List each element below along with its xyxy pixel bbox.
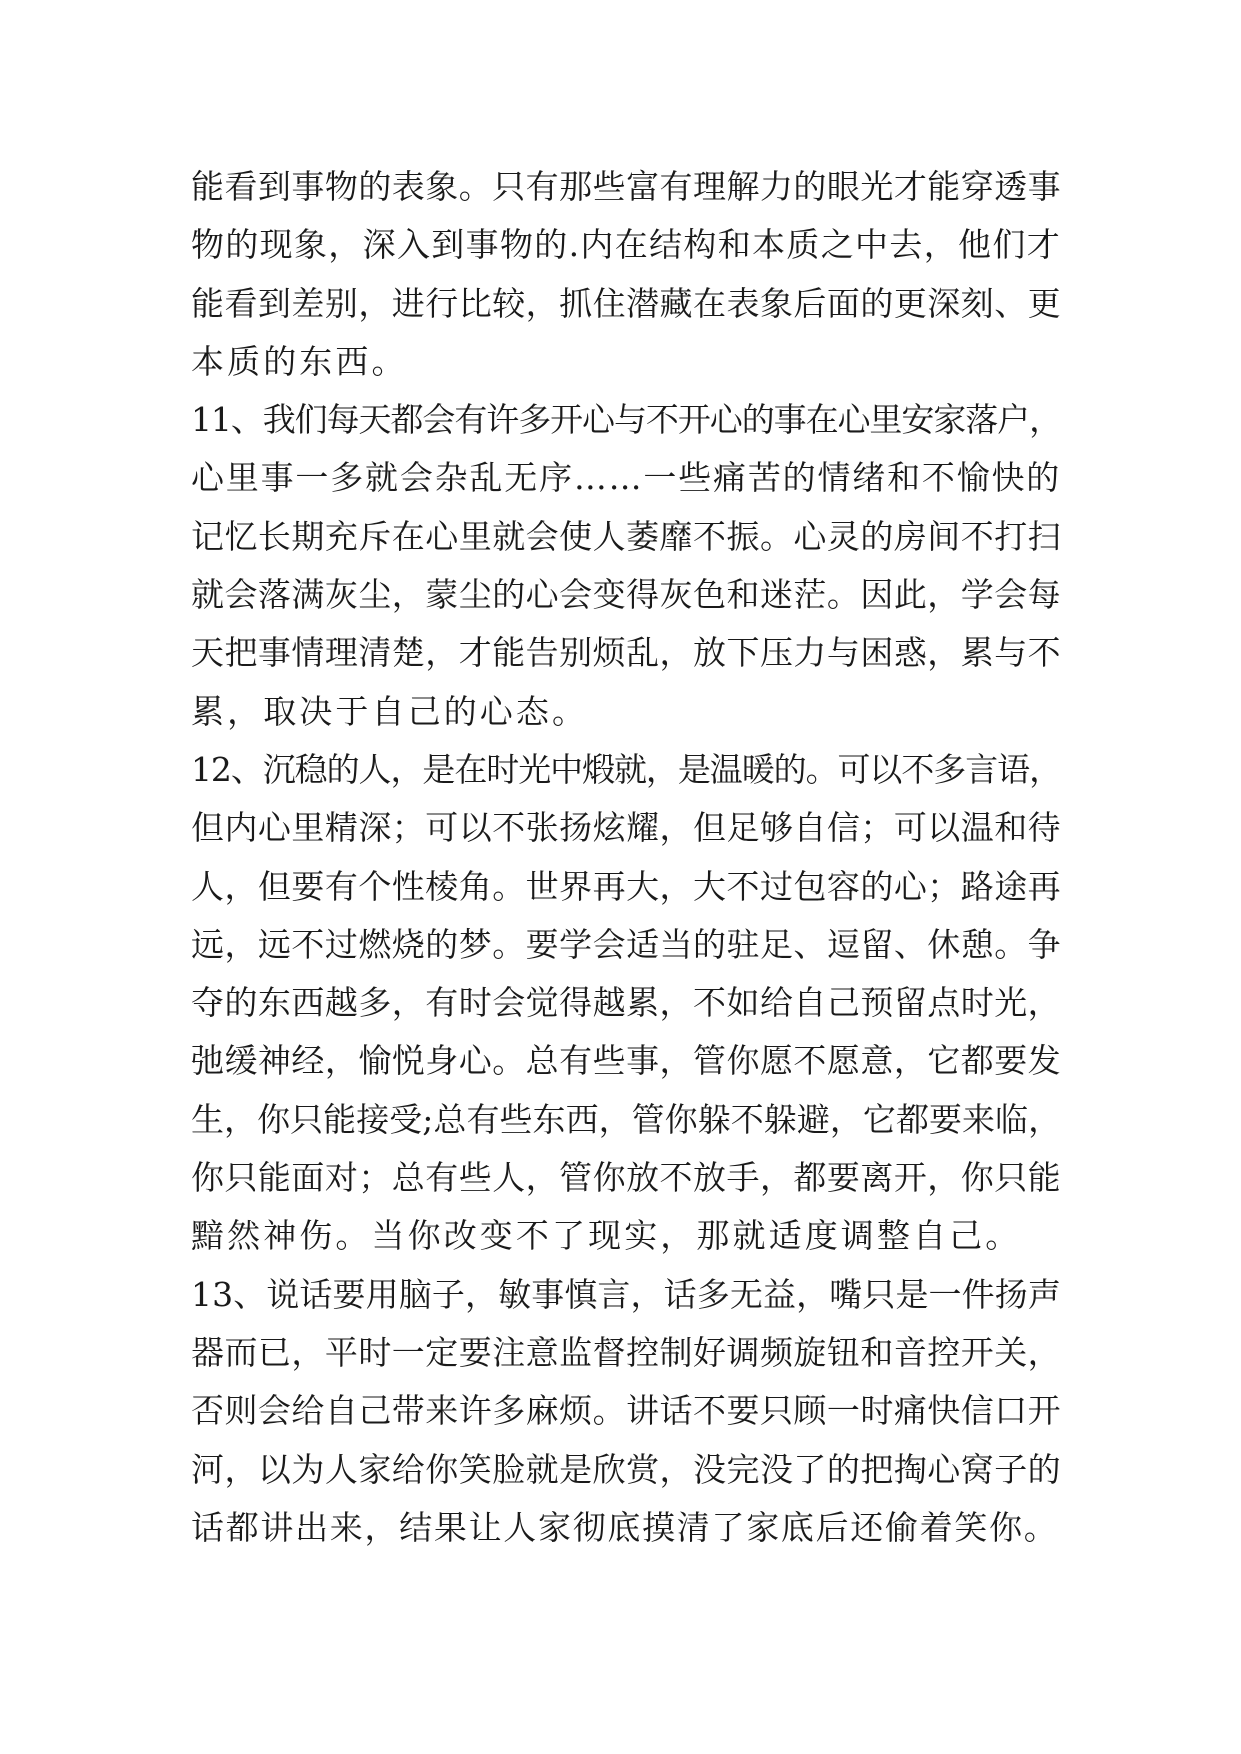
text-line: 天把事情理清楚，才能告别烦乱，放下压力与困惑，累与不 (191, 633, 1061, 673)
text-line: 但内心里精深；可以不张扬炫耀，但足够自信；可以温和待 (191, 808, 1061, 848)
text-line: 13、说话要用脑子，敏事慎言，话多无益，嘴只是一件扬声 (191, 1274, 1061, 1314)
text-line: 夺的东西越多，有时会觉得越累，不如给自己预留点时光， (191, 983, 1061, 1023)
text-line: 生，你只能接受;总有些东西，管你躲不躲避，它都要来临， (191, 1099, 1061, 1139)
text-line: 12、沉稳的人，是在时光中煅就，是温暖的。可以不多言语， (191, 749, 1061, 789)
text-line: 弛缓神经，愉悦身心。总有些事，管你愿不愿意，它都要发 (191, 1041, 1061, 1081)
text-line: 能看到差别，进行比较，抓住潜藏在表象后面的更深刻、更 (191, 283, 1061, 323)
text-line: 累，取决于自己的心态。 (191, 691, 589, 731)
text-line: 能看到事物的表象。只有那些富有理解力的眼光才能穿透事 (191, 167, 1061, 206)
text-line: 就会落满灰尘，蒙尘的心会变得灰色和迷茫。因此，学会每 (191, 575, 1061, 615)
text-line: 远，远不过燃烧的梦。要学会适当的驻足、逗留、休憩。争 (191, 924, 1061, 964)
text-line: 否则会给自己带来许多麻烦。讲话不要只顾一时痛快信口开 (191, 1391, 1061, 1431)
text-line: 本质的东西。 (191, 341, 408, 381)
text-line: 黯然神伤。当你改变不了现实，那就适度调整自己。 (191, 1216, 1022, 1256)
text-line: 人，但要有个性棱角。世界再大，大不过包容的心；路途再 (191, 866, 1061, 906)
text-line: 你只能面对；总有些人，管你放不放手，都要离开，你只能 (191, 1158, 1061, 1198)
document-body-text (191, 158, 1061, 1557)
text-line: 11、我们每天都会有许多开心与不开心的事在心里安家落户， (191, 400, 1061, 440)
text-line: 器而已，平时一定要注意监督控制好调频旋钮和音控开关， (191, 1332, 1061, 1372)
text-line: 河，以为人家给你笑脸就是欣赏，没完没了的把掏心窝子的 (191, 1449, 1061, 1489)
text-line: 心里事一多就会杂乱无序……一些痛苦的情绪和不愉快的 (191, 458, 1061, 498)
text-line: 记忆长期充斥在心里就会使人萎靡不振。心灵的房间不打扫 (191, 516, 1061, 556)
text-line: 物的现象，深入到事物的.内在结构和本质之中去，他们才 (191, 225, 1061, 265)
text-line: 话都讲出来，结果让人家彻底摸清了家底后还偷着笑你。 (191, 1507, 1059, 1547)
